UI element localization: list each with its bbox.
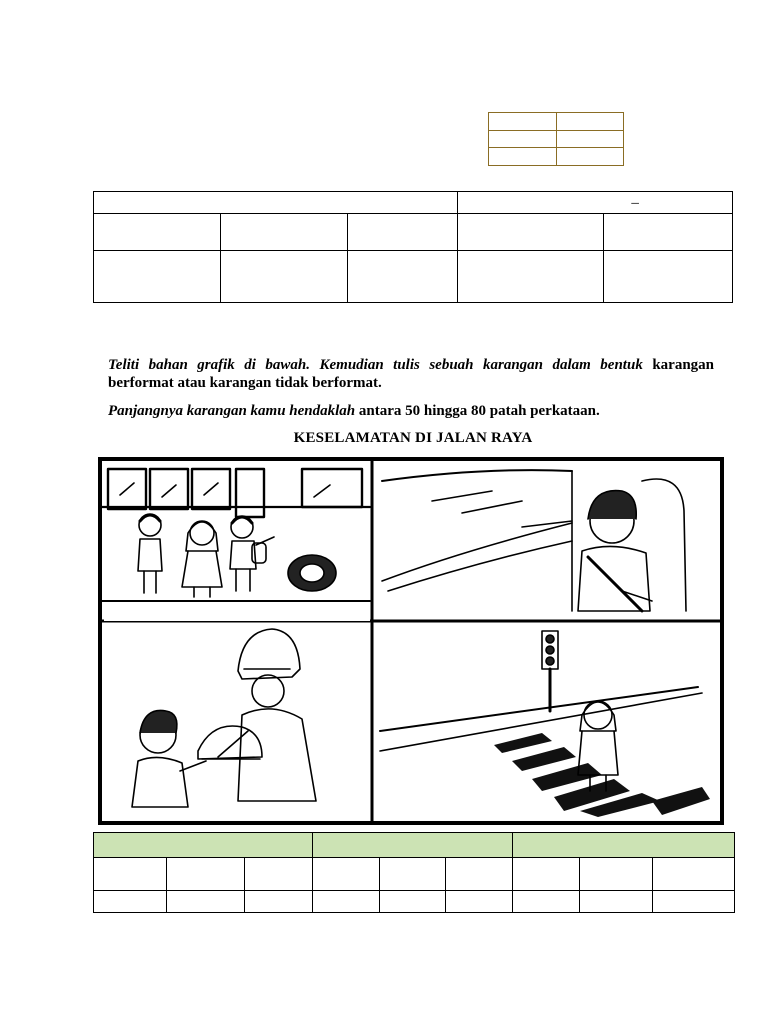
table-cell [244,891,312,913]
header-cell [347,251,458,303]
table-cell [166,891,244,913]
header-cell [458,214,604,251]
header-cell [347,214,458,251]
table-cell [94,891,167,913]
table-cell [513,858,580,891]
seatbelt-in-car-panel [382,470,686,611]
header-cell [604,251,733,303]
page-title: KESELAMATAN DI JALAN RAYA [293,430,533,446]
zebra-crossing-panel [380,631,710,817]
helmet-motorcycle-panel [132,629,316,807]
car-seat-icon [572,471,686,611]
child-receiving-helmet-icon [132,710,206,807]
grid-cell [556,148,624,166]
children-at-school-panel [102,461,370,621]
instruction-1-bold: karangan berformat atau karangan tidak berformat. [108,357,714,391]
table-cell [312,891,379,913]
adult-with-helmet-icon [218,629,316,801]
table-cell [166,858,244,891]
helmet-icon [198,726,262,759]
table-cell [446,858,513,891]
table-cell [580,858,653,891]
grid-cell [489,130,557,148]
instruction-2-italic: Panjangnya karangan kamu hendaklah [108,403,356,419]
tire-icon [288,555,336,591]
grid-cell [489,148,557,166]
instruction-2-bold: antara 50 hingga 80 patah perkataan. [355,403,600,419]
table-cell [653,858,735,891]
table-cell [446,891,513,913]
top-score-grid [488,112,624,166]
header-cell [94,251,221,303]
green-header-cell [94,833,313,858]
table-cell [244,858,312,891]
header-cell [220,214,347,251]
traffic-light-icon [542,631,558,711]
header-cell [94,192,458,214]
header-cell [220,251,347,303]
table-cell [312,858,379,891]
table-cell [379,891,446,913]
header-cell [94,214,221,251]
green-header-cell [312,833,513,858]
table-cell [379,858,446,891]
grid-cell [489,113,557,131]
instruction-1-italic: Teliti bahan grafik di bawah. Kemudian tulis sebuah karangan dalam bentuk [108,357,643,373]
header-cell [604,214,733,251]
woman-with-seatbelt-icon [578,491,652,611]
header-dash-cell: – [458,192,733,214]
comic-illustration [98,457,724,825]
table-cell [94,858,167,891]
green-header-cell [513,833,735,858]
table-cell [580,891,653,913]
grid-cell [556,130,624,148]
grid-cell [556,113,624,131]
instruction-paragraph-2 [108,402,714,420]
header-table [93,191,733,303]
table-cell [513,891,580,913]
header-cell [458,251,604,303]
table-cell [653,891,735,913]
instruction-paragraph-1 [108,356,714,392]
bottom-table [93,832,735,913]
